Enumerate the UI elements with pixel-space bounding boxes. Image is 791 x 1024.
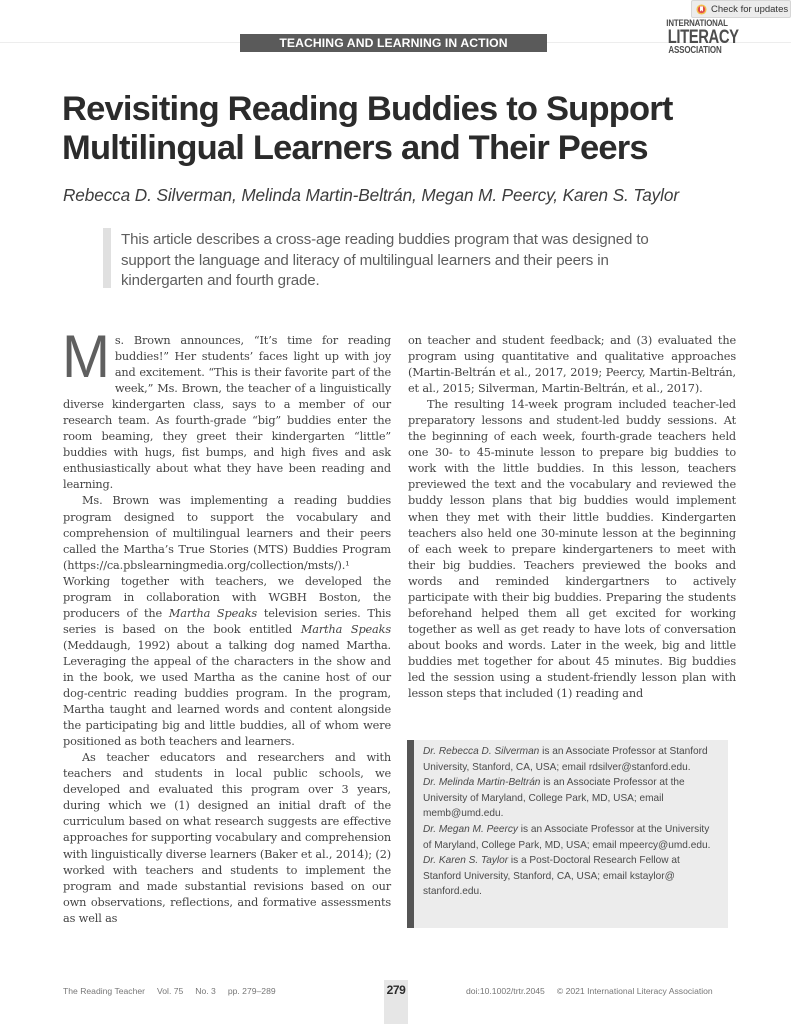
title-line-2: Multilingual Learners and Their Peers [62,129,648,167]
series-title: Martha Speaks [168,606,258,620]
journal-volume: Vol. 75 [157,986,184,996]
body-column-left [61,323,391,927]
footer-doi-copyright [466,986,713,996]
bio-text: is a Post-Doctoral Research Fellow at Stanford University, Stanford, CA, USA; email kstaylor@​stanford.edu. [423,855,680,898]
bio-name: Dr. Megan M. Peercy [423,823,518,835]
title-line-1: Revisiting Reading Buddies to Support [62,90,673,128]
paragraph-2-text-c: (Meddaugh, 1992) about a talking dog named Martha. Leveraging the appeal of the characters in the show and in the book, we used Martha as the canine host of our dog-centric reading buddies program. In the program, Martha taught and learned words and content alongside the participating big and little buddies, all of whom were positioned as both teachers and learners. [63,638,391,749]
paragraph-2 [63,493,391,750]
article-title [62,90,762,168]
author-list: Rebecca D. Silverman, Melinda Martin-Beltrán, Megan M. Peercy, Karen S. Taylor [63,185,679,205]
page-range: pp. 279–289 [227,986,276,996]
bio-name: Dr. Melinda Martin-Beltrán [423,777,541,789]
crossmark-icon [696,4,707,15]
bio-entry [423,822,720,853]
check-for-updates-button[interactable] [691,0,791,18]
section-banner: TEACHING AND LEARNING IN ACTION [240,34,547,52]
book-title: Martha Speaks [300,622,391,636]
paragraph-1-text: s. Brown announces, “It’s time for reading buddies!” Her students’ faces light up with joy and excitement. “This is their favorite part of the week,” Ms. Brown, the teacher of a linguistically diverse kindergarten class, says to a member of our research team. As fourth-grade “big” buddies enter the room beaming, they greet their kindergarten “little” buddies with hugs, fist bumps, and high fives and ask enthusiastically about what they have been reading and learning. [63,334,391,492]
bio-name: Dr. Karen S. Taylor [423,855,509,867]
abstract-block [103,228,693,288]
paragraph-5: The resulting 14-week program included teacher-led preparatory lessons and student-led buddy sessions. At the beginning of each week, fourth-grade teachers held one 30- to 45-minute lesson to prepare big buddies to work with the little buddies. In this lesson, teachers previewed the text and the vocabulary and reviewed the buddy lesson plans that big buddies would implement when they met with their little buddies. Kindergarten teachers also held one 30-minute lesson at the beginning of each week to prepare kindergarteners to meet with their big buddies. Teachers previewed the books and words and reminded kindergartners to actively participate with their big buddies. Preparing the students beforehand helped them all get excited for working together as well as get ready to have lots of conversation about books and words. Later in the week, big and little buddies met together for about 45 minutes. Big buddies led the session using a student-friendly lesson plan with lesson steps that included (1) reading and [408,398,736,701]
journal-name: The Reading Teacher [63,986,146,996]
author-bios-box [407,740,728,928]
logo-line-3: ASSOCIATION [668,44,722,56]
bio-entry [423,744,720,775]
paragraph-3: As teacher educators and researchers and with teachers and students in local public schools, we developed and evaluated this program over 3 years, during which we (1) designed an initial draft of the curriculum based on what research suggests are effective approaches for supporting vocabulary and comprehension with linguistically diverse learners (Baker et al., 2014); (2) worked with teachers and students to implement the program and made substantial revisions based on our own observations, reflections, and formative assessments as well as [63,751,391,925]
ila-logo [660,18,739,56]
bio-text: is an Associate Professor at Stanford University, Stanford, CA, USA; email rdsilver@​stanford.edu. [423,746,708,773]
paragraph-2-text-b: television series. This series is based on the book entitled [63,606,391,636]
bio-entry [423,853,720,900]
journal-issue: No. 3 [195,986,216,996]
paragraph-1 [61,323,391,493]
bio-text: is an Associate Professor at the University of Maryland, College Park, MD, USA; email memb@umd.edu. [423,777,685,820]
doi: doi:10.1002/trtr.2045 [466,986,545,996]
paragraph-4: on teacher and student feedback; and (3) evaluated the program using quantitative and qualitative approaches (Martin-Beltrán et al., 2017, 2019; Peercy, Martin-Beltrán, et al., 2015; Silverman, Martin-Beltrán, et al., 2017). [408,334,736,396]
page-number: 279 [386,983,406,997]
bio-entry [423,775,720,822]
footer-citation [63,986,276,996]
check-for-updates-label: Check for updates [711,3,789,15]
drop-cap: M [61,323,110,390]
abstract-text: This article describes a cross-age reading buddies program that was designed to support the language and literacy of multilingual learners and their peers in kindergarten and fourth grade. [121,231,649,289]
logo-line-1: INTERNATIONAL [666,18,728,29]
bio-text: is an Associate Professor at the University of Maryland, College Park, MD, USA; email mpeercy@umd.edu. [423,823,711,851]
body-column-right [408,333,736,702]
copyright: © 2021 International Literacy Association [556,986,713,996]
logo-line-2: LITERACY [667,26,739,48]
bio-name: Dr. Rebecca D. Silverman [423,746,540,757]
paragraph-2-text-a: Ms. Brown was implementing a reading buddies program designed to support the vocabulary and comprehension of multilingual learners and their peers called the Martha’s True Stories (MTS) Buddies Program (https://ca.pbslearningmedia.org/​collection/msts/).¹ Working together with teachers, we developed the program in collaboration with WGBH Boston, the producers of the [63,494,391,620]
